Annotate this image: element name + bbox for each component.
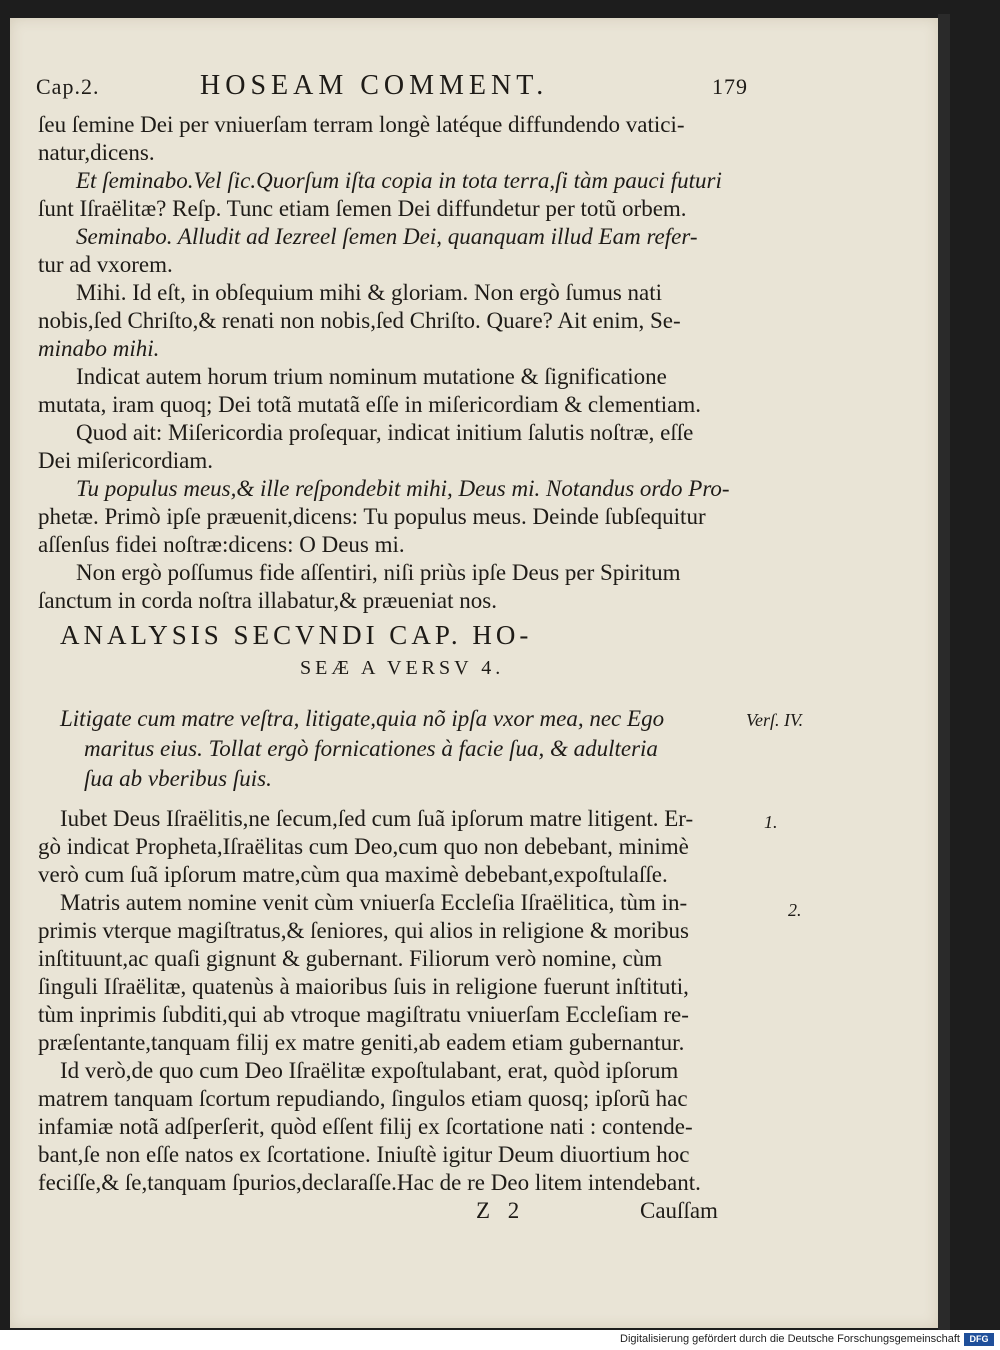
running-title: HOSEAM COMMENT. <box>200 70 549 101</box>
body-line: Indicat autem horum trium nominum mutatione & ſignificatione <box>76 364 667 389</box>
commentary-line: verò cum ſuã ipſorum matre,cùm qua maximè debebant,expoſtulaſſe. <box>38 862 668 887</box>
body-line: Mihi. Id eſt, in obſequium mihi & gloriam. Non ergò ſumus nati <box>76 280 663 305</box>
body-line: Seminabo. Alludit ad Iezreel ſemen Dei, quanquam illud Eam refer- <box>76 224 698 249</box>
body-line: Non ergò poſſumus fide aſſentiri, niſi priùs ipſe Deus per Spiritum <box>76 560 681 585</box>
section-title: ANALYSIS SECVNDI CAP. HO- <box>60 620 533 650</box>
commentary-line: feciſſe,& ſe,tanquam ſpurios,declaraſſe.Hac de re Deo litem intendebant. <box>38 1170 701 1195</box>
commentary-line: præſentante,tanquam filij ex matre geniti,ab eadem etiam gubernantur. <box>38 1030 685 1055</box>
body-line: tur ad vxorem. <box>38 252 173 277</box>
digitization-credit: Digitalisierung gefördert durch die Deutsche Forschungsgemeinschaft <box>620 1333 960 1345</box>
body-line: aſſenſus fidei noſtræ:dicens: O Deus mi. <box>38 532 405 557</box>
margin-number: 1. <box>764 812 778 832</box>
chapter-header: Cap.2. <box>36 74 100 99</box>
body-line: mutata, iram quoq; Dei totã mutatã eſſe in miſericordiam & clementiam. <box>38 392 701 417</box>
commentary-line: infamiæ notã adſperſerit, quòd eſſent filij ex ſcortatione nati : contende- <box>38 1114 693 1139</box>
verse-line: Litigate cum matre veſtra, litigate,quia nõ ipſa vxor mea, nec Ego <box>60 706 665 731</box>
body-line: ſeu ſemine Dei per vniuerſam terram longè latéque diffundendo vatici- <box>38 112 685 137</box>
body-line: phetæ. Primò ipſe præuenit,dicens: Tu populus meus. Deinde ſubſequitur <box>38 504 706 529</box>
commentary-line: matrem tanquam ſcortum repudiando, ſingulos etiam quosq; ipſorũ hac <box>38 1086 688 1111</box>
page-edge <box>938 14 950 1330</box>
page-number: 179 <box>712 74 748 99</box>
commentary-line: gò indicat Propheta,Iſraëlitas cum Deo,cum quo non debebant, minimè <box>38 834 689 859</box>
verse-line: maritus eius. Tollat ergò fornicationes à facie ſua, & adulteria <box>84 736 658 761</box>
dfg-logo: DFG <box>964 1333 994 1346</box>
body-line: ſanctum in corda noſtra illabatur,& præueniat nos. <box>38 588 497 613</box>
commentary-line: ſinguli Iſraëlitæ, quatenùs à maioribus ſuis in religione fuerunt inſtituti, <box>38 974 689 999</box>
signature-mark: Z 2 <box>476 1198 526 1223</box>
section-title-continued: SEÆ A VERSV 4. <box>300 657 505 679</box>
body-line: Et ſeminabo.Vel ſic.Quorſum iſta copia in tota terra,ſi tàm pauci futuri <box>76 168 722 193</box>
verse-margin-note: Verſ. IV. <box>746 710 804 730</box>
commentary-line: primis vterque magiſtratus,& ſeniores, qui alios in religione & moribus <box>38 918 689 943</box>
body-line: Tu populus meus,& ille reſpondebit mihi, Deus mi. Notandus ordo Pro- <box>76 476 730 501</box>
commentary-line: Iubet Deus Iſraëlitis,ne ſecum,ſed cum ſuã ipſorum matre litigent. Er- <box>60 806 694 831</box>
body-line: Quod ait: Miſericordia proſequar, indicat initium ſalutis noſtræ, eſſe <box>76 420 694 445</box>
catchword: Cauſſam <box>640 1198 718 1223</box>
commentary-line: bant,ſe non eſſe natos ex ſcortatione. Iniuſtè igitur Deum diuortium hoc <box>38 1142 690 1167</box>
commentary-line: Id verò,de quo cum Deo Iſraëlitæ expoſtulabant, erat, quòd ipſorum <box>60 1058 679 1083</box>
body-line: ſunt Iſraëlitæ? Reſp. Tunc etiam ſemen Dei diffundetur per totũ orbem. <box>38 196 687 221</box>
commentary-line: tùm inprimis ſubditi,qui ab vtroque magiſtratu vniuerſam Eccleſiam re- <box>38 1002 689 1027</box>
body-line: natur,dicens. <box>38 140 155 165</box>
commentary-line: Matris autem nomine venit cùm vniuerſa Eccleſia Iſraëlitica, tùm in- <box>60 890 688 915</box>
commentary-line: inſtituunt,ac quaſi gignunt & gubernant. Filiorum verò nomine, cùm <box>38 946 663 971</box>
verse-line: ſua ab vberibus ſuis. <box>84 766 272 791</box>
body-line: Dei miſericordiam. <box>38 448 213 473</box>
body-line: minabo mihi. <box>38 336 160 361</box>
margin-number: 2. <box>788 900 802 920</box>
body-line: nobis,ſed Chriſto,& renati non nobis,ſed Chriſto. Quare? Ait enim, Se- <box>38 308 681 333</box>
